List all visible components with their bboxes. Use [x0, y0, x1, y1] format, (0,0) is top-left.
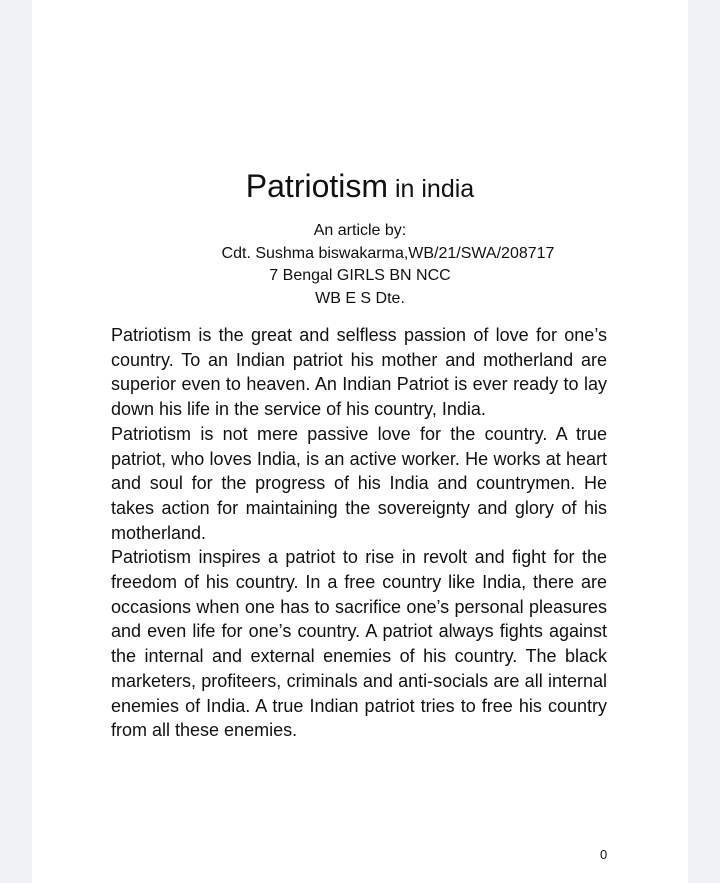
- article-body: [111, 323, 607, 743]
- document-page: [32, 0, 688, 883]
- paragraph-2: Patriotism is not mere passive love for the country. A true patriot, who loves India, is an active worker. He works at heart and soul for the progress of his India and countrymen. He takes action for maintaining the sovereignty and glory of his motherland.: [111, 423, 607, 543]
- article-title-main: Patriotism: [245, 168, 389, 204]
- byline-directorate: WB E S Dte.: [315, 289, 405, 307]
- byline-unit: 7 Bengal GIRLS BN NCC: [269, 267, 451, 284]
- byline-author: Cdt. Sushma biswakarma,WB/21/SWA/208717: [221, 244, 555, 262]
- byline-intro: An article by:: [313, 222, 407, 239]
- article-title: [32, 164, 688, 211]
- paragraph-3: Patriotism inspires a patriot to rise in revolt and fight for the freedom of his country. In a free country like India, there are occasions when one has to sacrifice one’s personal pleasures and even life for one’s country. A patriot always fights against the internal and external enemies of his country. The black marketers, profiteers, criminals and anti-socials are all internal enemies of India. A true Indian patriot tries to free his country from all these enemies.: [111, 547, 607, 741]
- paragraph-1: Patriotism is the great and selfless passion of love for one’s country. To an Indian patriot his mother and motherland are superior even to heaven. An Indian Patriot is ever ready to lay down his life in the service of his country, India.: [111, 325, 607, 420]
- page-number: 0: [600, 847, 608, 862]
- article-byline: [32, 220, 688, 310]
- article-title-sub: in india: [388, 175, 475, 203]
